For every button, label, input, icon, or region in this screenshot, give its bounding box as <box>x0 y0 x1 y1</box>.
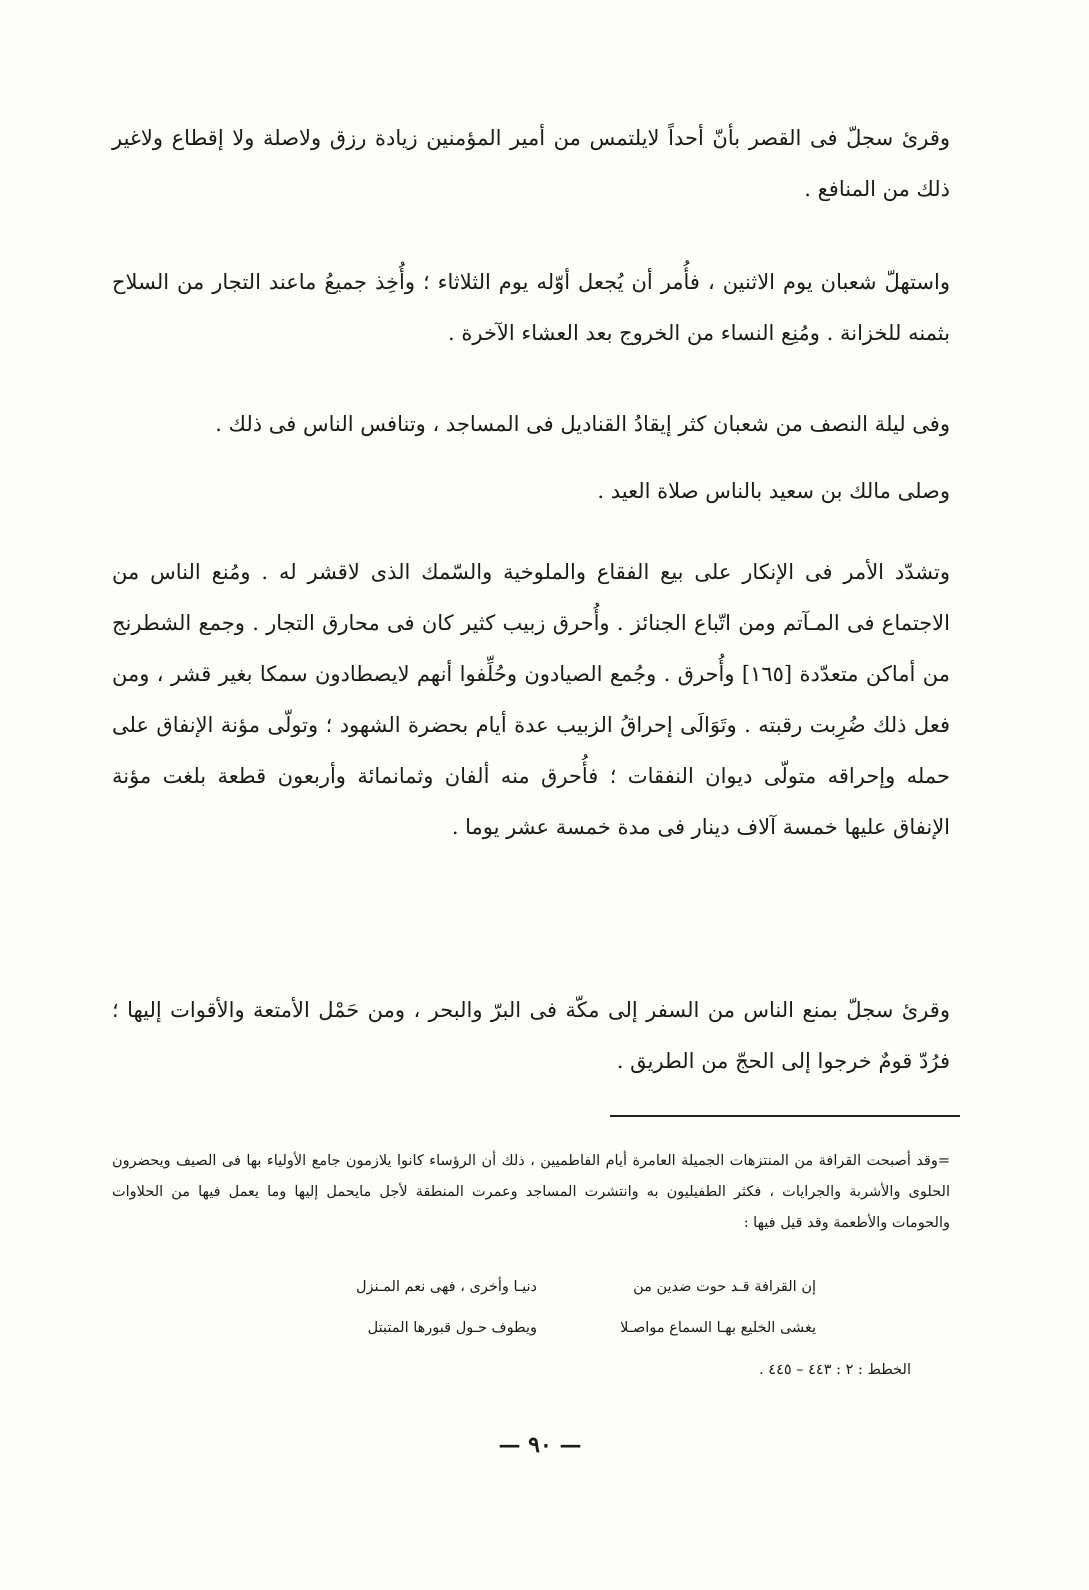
verse-2-first-hemistich: يغشى الخليع بهـا السماع مواصـلا <box>620 1320 816 1336</box>
paragraph-5: وتشدّد الأمر فى الإنكار على بيع الفقاع والملوخية والسّمك الذى لاقشر له . ومُنع الناس من الاجتماع فى المـآتم ومن اتّباع الجنائز . وأُحرق زبيب كثير كان فى محارق التجار . وجمع الشطرنج من أماكن متعدّدة [١٦٥] وأُحرق . وجُمع الصيادون وحُلِّفوا أنهم لايصطادون سمكا بغير قشر ، ومن فعل ذلك ضُرِبت رقبته . وتَوَالَى إحراقُ الزبيب عدة أيام بحضرة الشهود ؛ وتولّى مؤنة الإنفاق على حمله وإحراقه متولّى ديوان النفقات ؛ فأُحرق منه ألفان وثمانمائة وأربعون قطعة بلغت مؤنة الإنفاق عليها خمسة آلاف دينار فى مدة خمسة عشر يوما . <box>112 560 950 839</box>
footnote-divider <box>610 1115 960 1117</box>
paragraph-1: وقرئ سجلّ فى القصر بأنّ أحداً لايلتمس من أمير المؤمنين زيادة رزق ولاصلة ولا إقطاع ولاغير ذلك من المنافع . <box>112 126 950 201</box>
paragraph-6: وقرئ سجلّ بمنع الناس من السفر إلى مكّة فى البرّ والبحر ، ومن حَمْل الأمتعة والأقوات إليها ؛ فرُدّ قومٌ خرجوا إلى الحجّ من الطريق . <box>112 998 950 1073</box>
verse-1-second-hemistich: دنيـا وأخرى ، فهى نعم المـنزل <box>356 1279 537 1295</box>
footnote-source: الخطط : ٢ : ٤٤٣ – ٤٤٥ . <box>759 1362 911 1378</box>
footnote-text: =وقد أصبحت القرافة من المنتزهات الجميلة العامرة أيام الفاطميين ، ذلك أن الرؤساء كانوا يلازمون جامع الأولياء بها فى الصيف ويحضرون الحلوى والأشربة والجرايات ، فكثر الطفيليون به وانتشرت المساجد وعمرت المنطقة لأجل مايحمل إليها وما يعمل فيها من الحلاوات والحومات والأطعمة وقد قيل فيها : <box>112 1153 950 1231</box>
page-number: — ٩٠ — <box>498 1432 582 1458</box>
paragraph-3: وفى ليلة النصف من شعبان كثر إيقادُ القناديل فى المساجد ، وتنافس الناس فى ذلك . <box>215 412 950 436</box>
paragraph-4: وصلى مالك بن سعيد بالناس صلاة العيد . <box>597 479 950 503</box>
verse-1-first-hemistich: إن القرافة قـد حوت ضدين من <box>633 1279 816 1295</box>
verse-2-second-hemistich: ويطوف حـول قبورها المتبتل <box>367 1320 537 1336</box>
paragraph-2: واستهلّ شعبان يوم الاثنين ، فأُمر أن يُجعل أوّله يوم الثلاثاء ؛ وأُخِذ جميعُ ماعند التجار من السلاح بثمنه للخزانة . ومُنِع النساء من الخروج بعد العشاء الآخرة . <box>112 270 950 345</box>
